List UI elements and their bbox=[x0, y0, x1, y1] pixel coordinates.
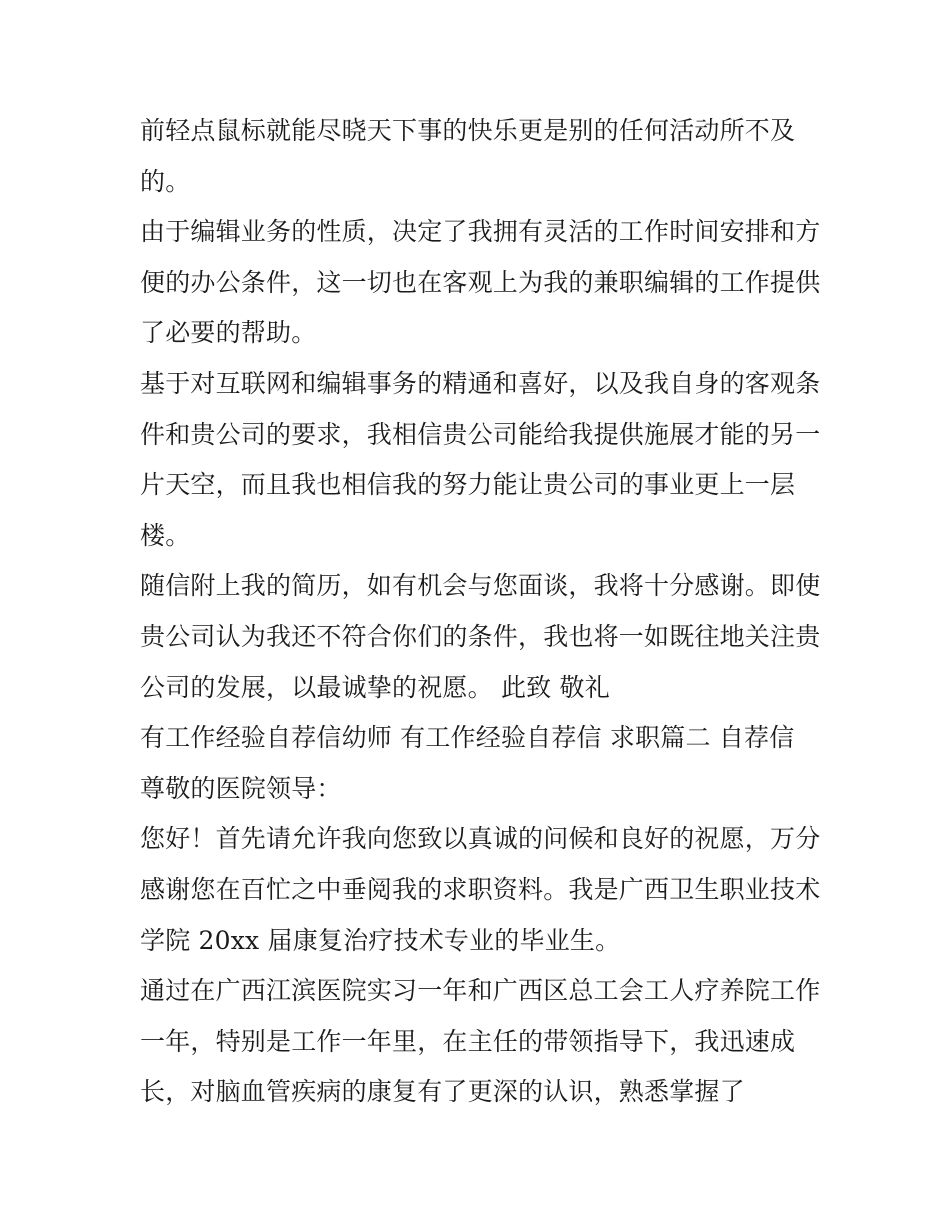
text-line: 通过在广西江滨医院实习一年和广西区总工会工人疗养院工作 bbox=[140, 976, 821, 1006]
text-line: 感谢您在百忙之中垂阅我的求职资料。我是广西卫生职业技术 bbox=[140, 874, 821, 904]
text-line: 尊敬的医院领导： bbox=[140, 773, 342, 803]
text-line: 了必要的帮助。 bbox=[140, 318, 317, 348]
text-line: 片天空，而且我也相信我的努力能让贵公司的事业更上一层 bbox=[140, 470, 796, 500]
text-line: 有工作经验自荐信幼师 有工作经验自荐信 求职篇二 自荐信 bbox=[140, 723, 795, 753]
text-line: 由于编辑业务的性质，决定了我拥有灵活的工作时间安排和方 bbox=[140, 217, 821, 247]
text-line: 随信附上我的简历，如有机会与您面谈，我将十分感谢。即使 bbox=[140, 571, 821, 601]
text-line: 件和贵公司的要求，我相信贵公司能给我提供施展才能的另一 bbox=[140, 419, 821, 449]
text-line: 一年，特别是工作一年里，在主任的带领指导下，我迅速成 bbox=[140, 1026, 796, 1056]
text-line: 贵公司认为我还不符合你们的条件，我也将一如既往地关注贵 bbox=[140, 621, 821, 651]
body-text bbox=[140, 106, 830, 1118]
text-line: 基于对互联网和编辑事务的精通和喜好，以及我自身的客观条 bbox=[140, 368, 821, 398]
text-line: 前轻点鼠标就能尽晓天下事的快乐更是别的任何活动所不及 bbox=[140, 116, 796, 145]
text-line: 楼。 bbox=[140, 520, 191, 550]
text-line: 的。 bbox=[140, 166, 191, 196]
text-line: 长，对脑血管疾病的康复有了更深的认识，熟悉掌握了 bbox=[140, 1077, 745, 1107]
text-line: 您好！首先请允许我向您致以真诚的问候和良好的祝愿，万分 bbox=[140, 824, 821, 854]
text-line: 学院 20xx 届康复治疗技术专业的毕业生。 bbox=[140, 925, 621, 955]
text-line: 便的办公条件，这一切也在客观上为我的兼职编辑的工作提供 bbox=[140, 267, 821, 297]
text-line: 公司的发展，以最诚挚的祝愿。 此致 敬礼 bbox=[140, 672, 610, 702]
